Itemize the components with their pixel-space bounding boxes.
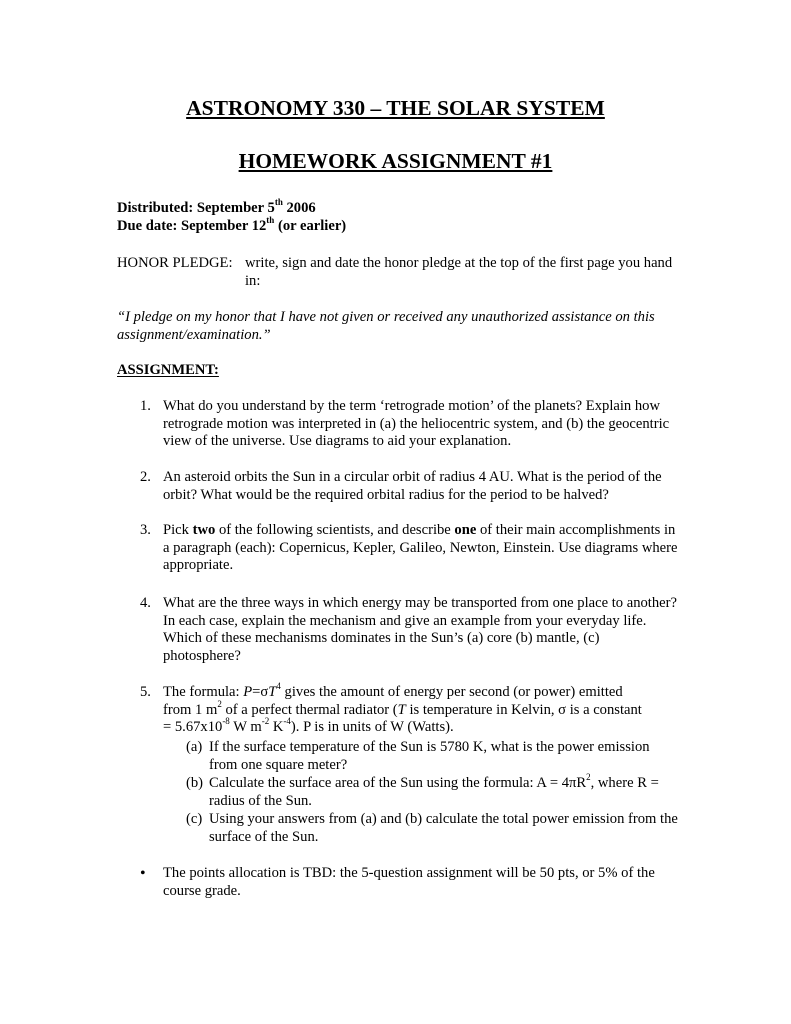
question-text: Pick two of the following scientists, and describe one of their main accomplishments in a paragraph (each): Copernicus, Kepler, Galileo, Newton, Einstein. Use diagrams where appropriate. [163,522,678,574]
honor-pledge-text: write, sign and date the honor pledge at the top of the first page you hand in: [245,255,673,289]
question-number: 4. [140,595,151,611]
question-text: An asteroid orbits the Sun in a circular orbit of radius 4 AU. What is the period of the orbit? What would be the required orbital radius for the period to be halved? [163,469,662,503]
question-number: 3. [140,522,151,538]
question-number: 5. [140,684,151,700]
assignment-heading: ASSIGNMENT: [117,362,219,378]
question-text: What are the three ways in which energy may be transported from one place to another? In each case, explain the mechanism and give an example from your everyday life. Which of these mechanisms dominates in the Sun’s (a) core (b) mantle, (c) photosphere? [163,595,677,664]
due-date: Due date: September 12th (or earlier) [117,215,347,234]
bullet-icon: • [140,865,146,882]
question-text [163,681,678,737]
honor-pledge-instruction [117,255,677,289]
question-number: 2. [140,469,151,485]
question-text: What do you understand by the term ‘retrograde motion’ of the planets? Explain how retrograde motion was interpreted in (a) the heliocentric system, and (b) the geocentric view of the universe. Use diagrams to aid your explanation. [163,398,670,450]
assignment-title: HOMEWORK ASSIGNMENT #1 [238,149,553,173]
formula-line-3: = $5.67x10^{-8}$ W $m^{-2}$ $K^{-4}$). P is in units of W (Watts). [163,716,454,736]
formula-line-1: The formula: $P=\sigma T^4$ gives the amount of energy per second (or power) emitted [163,681,623,700]
document-page: ASTRONOMY 330 – THE SOLAR SYSTEM HOMEWORK ASSIGNMENT #1 Distributed: September 5th 2006 Due date: September 12th (or earlier) HONOR PLEDGE: write, sign and date the honor pledge at the top of the first page you hand in: “I pledge on my honor that I have not given or received any unauthorized assistance on this assignment/examination.” ASSIGNMENT: 1. What do you understand by the term ‘retrograde motion’ of the planets? Explain how retrograde motion was interpreted in (a) the heliocentric system, and (b) the geocentric view of the universe. Use diagrams to aid your explanation. 2. An asteroid orbits the Sun in a circular orbit of radius 4 AU. What is the period of the orbit? What would be the required orbital radius for the period to be halved? 3. Pick two of the following scientists, and describe one of their main accomplishments in a paragraph (each): Copernicus, Kepler, Galileo, Newton, Einstein. Use diagrams where appropriate. 4. What are the three ways in which energy may be transported from one place to another? In each case, explain the mechanism and give an example from your everyday life. Which of these mechanisms dominates in the Sun’s (a) core (b) mantle, (c) photosphere? 5. The formula: $P=\sigma T^4$ gives the amount of energy per second (or power) emitted from 1 $m^2$ of a perfect thermal radiator (T is temperature in Kelvin, σ is a constant = $5.67x10^{-8}$ W $m^{-2}$ $K^{-4}$). P is in units of W (Watts). (a) If the surface temperature of the Sun is 5780 K, what is the power emission from one square meter? (b) Calculate the surface area of the Sun using the formula: $A = 4\pi R^2$, where R = radius of the Sun. (c) Using your answers from (a) and (b) calculate the total power emission from the surface of the Sun. • The points allocation is TBD: the 5-question assignment will be 50 pts, or 5% of the course grade. [0,0,791,1024]
honor-pledge-label: HONOR PLEDGE: [117,255,233,271]
course-title: ASTRONOMY 330 – THE SOLAR SYSTEM [186,96,605,120]
formula-line-2: from 1 $m^2$ of a perfect thermal radiator (T is temperature in Kelvin, σ is a constant [163,698,642,718]
points-allocation-text: The points allocation is TBD: the 5-question assignment will be 50 pts, or 5% of the course grade. [163,865,655,899]
honor-pledge-quote: “I pledge on my honor that I have not given or received any unauthorized assistance on this assignment/examination.” [117,309,655,343]
distributed-date: Distributed: September 5th 2006 [117,197,316,216]
question-number: 1. [140,398,151,414]
